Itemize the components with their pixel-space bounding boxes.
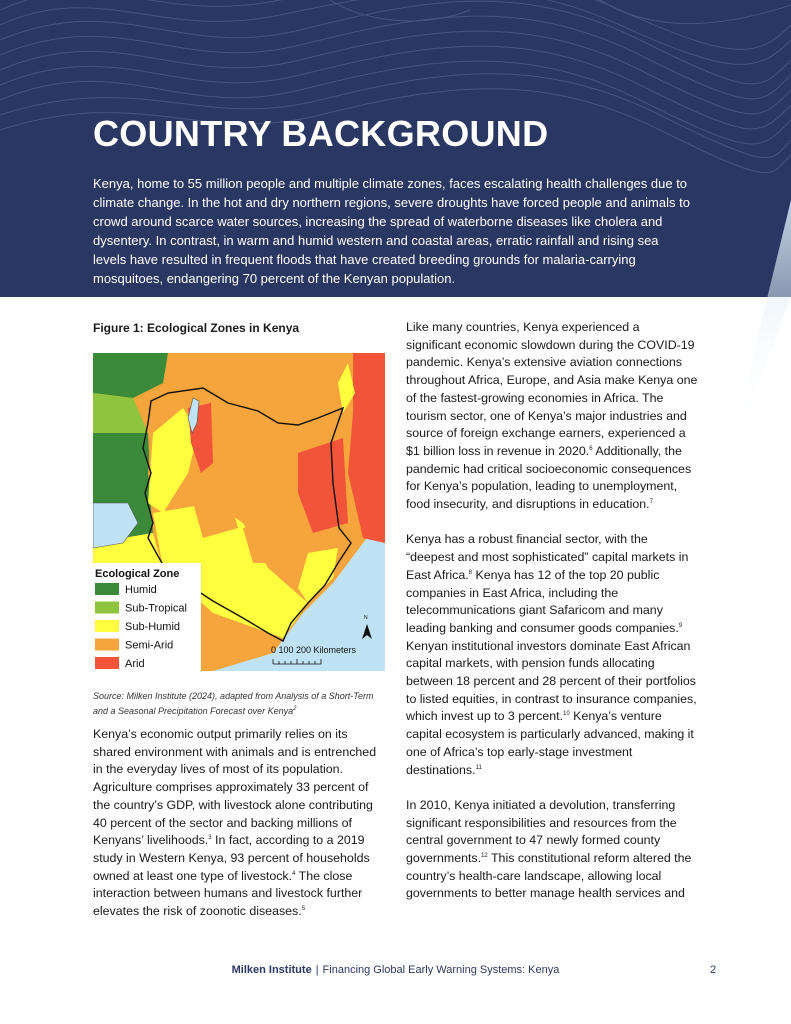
footer-center (0, 964, 791, 976)
paragraph: In 2010, Kenya initiated a devolution, transferring significant responsibilities and resources from the central government to 47 newly formed county governments.$^{12}$ This constitutional reform altered the country’s health-care landscape, allowing local governments to better manage health services and (406, 797, 692, 901)
legend-label: Semi-Arid (125, 639, 174, 652)
page-footer (0, 964, 791, 980)
scale-label: 0 100 200 Kilometers (271, 645, 357, 655)
legend-title: Ecological Zone (95, 568, 180, 580)
footnote-ref: 11 (475, 764, 482, 771)
north-label: N (364, 615, 368, 621)
legend-swatch (95, 620, 119, 632)
footnote-ref: 5 (301, 905, 306, 912)
paragraph: Like many countries, Kenya experienced a significant economic slowdown during the COVID-19 pandemic. Kenya’s extensive aviation connections throughout Africa, Europe, and Asia make Kenya one of the fastest-growing economies in Africa. The tourism sector, one of Kenya’s major industries and source of foreign exchange earners, experienced a $1 billion loss in revenue in 2020.$^6$ Additionally, the pandemic had critical socioeconomic consequences for Kenya’s population, leading to unemployment, food insecurity, and disruptions in education.$^7$ (406, 320, 698, 512)
legend-swatch (95, 657, 119, 669)
left-column (93, 320, 385, 919)
figure-title: Figure 1: Ecological Zones in Kenya (93, 321, 300, 335)
figure-source: Source: Milken Institute (2024), adapted from Analysis of a Short-Term and a Seasonal Precipitation Forecast over Kenya$^2$ (93, 691, 374, 716)
page-title: COUNTRY BACKGROUND (93, 113, 549, 154)
legend-swatch (95, 639, 119, 651)
source-title: Analysis of a Short-Term and a Seasonal Precipitation Forecast over Kenya (93, 691, 374, 716)
paragraph: Kenya’s economic output primarily relies on its shared environment with animals and is entrenched in the everyday lives of most of its population. Agriculture comprises approximately 33 percent of the country’s GDP, with livestock alone contributing 40 percent of the sector and backing millions of Kenyans’ livelihoods.$^3$ In fact, according to a 2019 study in Western Kenya, 93 percent of households owned at least one type of livestock.$^4$ The close interaction between humans and livestock further elevates the risk of zoonotic diseases.$^5$ (93, 727, 377, 919)
legend-swatch (95, 602, 119, 614)
paragraph: Kenya has a robust financial sector, with the “deepest and most sophisticated” capital markets in East Africa.$^8$ Kenya has 12 of the top 20 public companies in East Africa, including the telecommunications giant Safaricom and many leading banking and consumer goods companies.$^9$ Kenyan institutional investors dominate East African capital markets, with pension funds allocating between 18 percent and 28 percent of their portfolios to listed equities, in contrast to insurance companies, which invest up to 3 percent.$^{10}$ Kenya’s venture capital ecosystem is particularly advanced, making it one of Africa’s top early-stage investment destinations.$^{11}$ (406, 532, 697, 777)
kenya-ecological-zones-map (93, 353, 385, 671)
page-number: 2 (710, 964, 717, 976)
footnote-ref: 12 (481, 852, 488, 859)
footnote-ref: 3 (208, 835, 212, 842)
legend-label: Sub-Humid (125, 621, 181, 633)
footer-brand: Milken Institute (231, 964, 312, 976)
legend-label: Sub-Tropical (125, 602, 187, 615)
footnote-ref: 6 (589, 445, 593, 452)
intro-paragraph: Kenya, home to 55 million people and multiple climate zones, faces escalating health challenges due to climate change. In the hot and dry northern regions, severe droughts have forced people and animals to crowd around scarce water sources, increasing the spread of waterborne diseases like cholera and dysentery. In contrast, in warm and humid western and coastal areas, erratic rainfall and rising sea levels have resulted in frequent floods that have created breeding grounds for malaria-carrying mosquitoes, endangering 70 percent of the Kenyan population. (93, 176, 690, 286)
footnote-ref: 8 (468, 569, 473, 576)
footnote-ref: 10 (563, 711, 570, 718)
footer-subtitle: Financing Global Early Warning Systems: Kenya (322, 964, 560, 976)
right-column (406, 319, 698, 921)
footnote-ref: 2 (293, 706, 297, 712)
footnote-ref: 9 (678, 622, 683, 629)
footnote-ref: 7 (649, 498, 653, 505)
footnote-ref: 4 (292, 870, 296, 877)
footer-separator: | (315, 964, 319, 976)
legend-swatch (95, 583, 119, 595)
left-body-text (93, 726, 385, 938)
legend-label: Humid (125, 584, 157, 596)
legend-label: Arid (125, 658, 145, 670)
